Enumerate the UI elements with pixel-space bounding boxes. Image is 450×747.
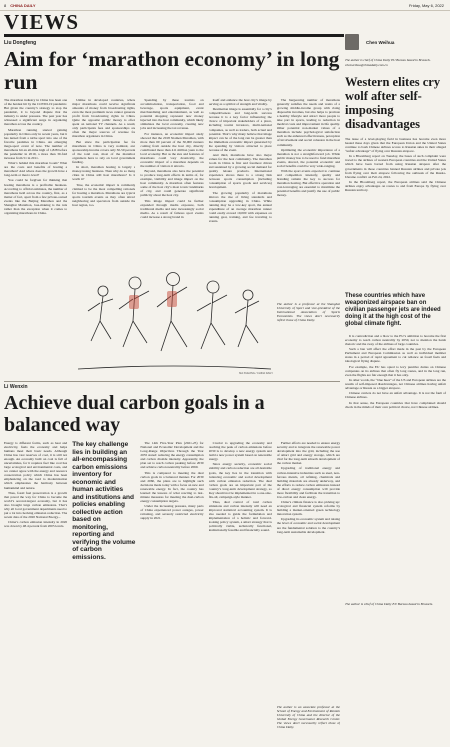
- paragraph: It is contradiction and a blow to the EU’s ambition to become the first economy to reach carbon neutrality by 2050, not to mention the harsh rhetoric and the sway of the airlines of large countries.: [345, 334, 446, 347]
- body-column-1: [4, 98, 67, 398]
- paragraph: itself and enhance the host city’s image by serving as a symbol of strength and vitality.: [208, 98, 272, 107]
- paragraph: Unlike in developed countries, where major marathons could receive significant amounts of money from broadcasting rights, even the most premium races cannot generate profit from broadcasting rights in China. Quite the opposite: public money is often spent on national TV channels. As a result, only participants fees and sponsorships are often the major sources of revenue for marathon organizers in China.: [72, 98, 136, 139]
- article-headline: Achieve dual carbon goals in a balanced way: [4, 392, 265, 436]
- paragraph: The growing popularity of marathons mirrors the rise of living standards and consumption upgrading in China. While running may be a low-key sport, the annual expenditure of an average marathon runner could easily exceed 10,000 with expenses on running gear, training, and fee traveling to events.: [208, 190, 272, 223]
- body-column: [277, 441, 340, 747]
- paragraph: In other words, the “blue hues” of the US and European airlines are the results of self-imposed disadvantages, not Chinese airlines having unfair advantage or Russia as a bigger airspace.: [345, 378, 446, 391]
- columnist-name: Chen Weihua: [366, 40, 395, 45]
- paragraph: Beyond, marathons also have the potential to produce long-term effects in terms of, for example, visibility and image impact on the host community. A marathon often features some of the host city’s most iconic landmarks of city, and could generate significant publicity about the host city.: [140, 169, 204, 198]
- body-column-4: [209, 441, 272, 747]
- paragraph: You could be forgiven for thinking that hosting marathons is a profitable business. According to official estimates, the number of marathons held across the country, first, as a matter of fact, apart from a few private-owned events like the Beijing Marathon and the Shanghai Marathon, loss-making is the rule rather than the exception when it comes to organizing marathons in China.: [4, 178, 68, 215]
- paragraph: For instance, an economic impact study showed that the 2018 Xiamen Marathon, with more than 60 percent of the 30,000 runners coming from outside the host city, directly contributed more than 411 million yuan to the local economy. But as the size and features of marathons could vary drastically, the economic impact of a marathon depends on the number of visitors it attracts.: [140, 131, 204, 168]
- runners-drawing-icon: [73, 251, 275, 375]
- sidebar-headline: Western elites cry wolf after self-imposing disadvantages: [345, 75, 441, 131]
- body-column-3: [140, 441, 203, 747]
- paragraph: Crucial to upgrading the economy and reaching the peak of carbon emissions before 2030 is to develop a new energy system and build a new power system based on renewable energy.: [208, 441, 272, 462]
- paragraph: Destination image is essentially for a city’s competitiveness and long-term success because it is a key factor influencing the choice of important stakeholders of a place, including tourist investors, multi-national companies, as well as traders, both actual and potential. That’s why many believe that image impact can be of the long run be greater than the immediate economic impact generated by the spending by visitors attracted to place because of the event.: [208, 107, 272, 152]
- article-marathon: [4, 40, 340, 398]
- marathon-illustration: [73, 251, 275, 375]
- paragraph: But since the participation fee for marathons in China is very nominal, and sponsorship income covers only 30-50 percent of the total cost, most of the marathon organizers have to rely on local government funding.: [72, 139, 136, 164]
- sidebar-author-note: The author is chief of China Daily EU Bureau based in Brussels.: [345, 602, 434, 606]
- paragraph: Chinese carriers do not have an unfair advantage. It is not the fault of Chinese airlines.: [345, 391, 446, 400]
- paragraph: In the Bloomberg report, the European airlines said the Chinese airlines enjoy advantages on routes to and from Europe by flying over Russian territory.: [345, 179, 446, 192]
- paragraph: The 14th Five-Year Plan (2021-25) for National and Economic Development and the Long-Range Objectives Through the Year 2035 stated: reducing the energy consumption and carbon dioxide intensity. Apparently, the plan set to reach carbon peaking before 2030 and achieve carbon neutrality before 2060.: [140, 441, 204, 470]
- paragraph: This is compared to meeting the dual carbon goals in a balanced manner. For 2030 and 2060, the plans are to highlight such decisions made today with a focus on new and renewable energy. In fact, the country has learned the lessons of what reacting to last-minute measures for meeting the dual-carbon energy consumption targets.: [140, 470, 204, 503]
- issue-date: Friday, May 6, 2022: [408, 2, 444, 8]
- masthead-left: [0, 3, 36, 8]
- article-headline: Aim for ‘marathon economy’ in long run: [4, 47, 340, 94]
- article-carbon: [4, 384, 340, 747]
- article-divider: [4, 381, 340, 382]
- columnist-bio: The author is chief of China Daily EU Bureau based in Brussels.: [345, 58, 431, 62]
- body-column-5: [277, 441, 340, 701]
- body-column: [4, 98, 67, 398]
- columnist-header: [345, 34, 446, 52]
- opinion-sidebar: [345, 34, 446, 747]
- article-body: [4, 441, 340, 747]
- paragraph: Thus, dual control of total carbon emissions and carbon intensity will need an improved statistical accounting system. It is also needed to guide the formulation and implementation of a holistic and forward-looking policy system, a smart strategy that is politically viable, technically functional, institutionally feasible and financially sound.: [208, 500, 272, 533]
- paragraph: Since energy security, economic social stability and carbon reduction are all desirable goals, the key lies in the transition with balancing economic and social development with carbon emission reduction. The dual carbon goals are an important part of the country’s long-term development strategy, so they should not be implemented in a one-size-fits-all, campaign-style manner.: [208, 462, 272, 499]
- paragraph: Such a ban will affect the effort made in the past by the European Parliament and European Commission as well as individual member states in a period of rapid agreement to cut reliance on fossil fuels and ideological flying dispute.: [345, 347, 446, 364]
- paragraph: The burgeoning number of marathons generally satisfies the needs and wants of a growing middle-income group with rising disposable incomes, but also helps to promote a healthy lifestyle and attract more people to take part in sports, leading to reduction in medical costs and improvement in life quality. Other potential non-market values of a marathon include psychological satisfaction such as the enhanced effectiveness, perception of involvement and social cohesion in the host community.: [276, 98, 341, 147]
- article-author: Li Wenxin: [4, 384, 28, 390]
- paragraph: The issue of a level-playing field in business has become even more heated these days given that the European Union and the United States continue to bash Chinese airlines access to Russian skies in their alleged “unfair advantage” of flying over Russian airspace.: [345, 137, 446, 154]
- paragraph: Marathon running started gaining popularity in China only in recent years, but it has turned from a niche sport into one of the favorite pastimes in China. An emerging mega-sport event of note. The number of marathons hit an all-time high of 1,828 before the pandemic in 2019, a more than 30-fold increase from 51 in 2011.: [4, 127, 68, 160]
- paragraph: In short, marathon hosting is largely a money-losing business. Then why do so many cities in China still host marathons? Is it worth it?: [72, 165, 136, 182]
- paragraph: What’s behind this marathon boom? What are the costs and benefits of hosting a marathon? And where does the growth have a long-term or macro level?: [4, 161, 68, 178]
- paragraph: And third, marathons have also major values for the host community. The marathon boom in China is first and foremost driven and sustained by a growing social demand for quality leisure products. International experience shows there is a strong link between sports consumption (including consumption of sports goods and services) development.: [208, 152, 272, 190]
- paragraph: Energy is different forms, such as heat and electricity, fuels the economy and helps humans meet their basic needs. Although China has vast reserves of coal, it is still not enough. An economy built on coal is full of uncertainties, for it requires fuel like coal has large ecological and environmental costs, and we cannot agree with the energy and resource conservation policy which China has been emphasizing on the road to modernization which emphasizes the harmony between humankind and nature.: [4, 441, 68, 490]
- illustration-credit: MA XUEJING / CHINA DAILY: [239, 372, 273, 375]
- body-column: [277, 98, 340, 398]
- columnist-email[interactable]: chenweihua@chinadaily.com.cn: [345, 63, 388, 67]
- paragraph: Under the increasing pressure, many parts of China experienced power outages, power rationing, and severely restricted electricity supply in 2021.: [140, 504, 204, 521]
- section-title: VIEWS: [4, 10, 80, 34]
- page-number: 8: [4, 2, 7, 8]
- paragraph: For example, the EU has opted to levy punitive duties on Chinese companies on its airlines that often fly long routes, and in the long run, even the flights are fair enough that it has only.: [345, 364, 446, 377]
- paragraph: In that sense, the European countries that have complained should check in the minds of their own political choice, not Chinese airlines.: [345, 400, 446, 409]
- pull-quote: The key challenge lies in building an all-encompassing carbon emissions inventory for economic and human activities and institutions and policies enabling collective action based on monitoring, reporting and verifying the volume of carbon emissions.: [72, 441, 136, 561]
- paragraph: China’s climate finance is also picking up: ecological and financial system reforms by building a market-oriented green technology innovation system.: [276, 500, 341, 517]
- paragraph: The marathon industry in China has been one of the hardest hit by the COVID-19 pandemic. But given the country’s strategy to stop the pandemic, it is beyond dispute that the industry is under pressure. The past year has witnessed a significant surge in organizing marathon across the country.: [4, 98, 68, 127]
- paragraph: China’s carbon emission intensity in 2020 was down by 48.4 percent from 2005 levels.: [4, 520, 68, 529]
- body-column-5: [277, 98, 340, 298]
- pull-quote-column: [72, 441, 135, 747]
- paragraph: Spending by these tourists on accommodation, transportation, food and beverage, sports equipment, event merchandising and entertainment, as well as potential shopping represent new money injected into the host community, which likely stimulates the local economy, creating new jobs and increasing the tax revenue.: [140, 98, 204, 131]
- paragraph: Further efforts are needed to ensure energy security and to integrate the renewable power development into the grid, including the use of smart grid and energy storage, which are vital for the long-term smooth development of the carbon market.: [276, 441, 341, 466]
- paragraph: Optimizing the economic importance of a marathon is not a straightforward job. While public money has to be used to fund marathon events, shrewd, the potential economic and social benefits could be very wide-ranging.: [276, 147, 341, 168]
- author-note: The author is an associate professor at the School of Energy and Environment of Renmin University of China and the director of the Global Energy Governance Research Center. The views don’t necessarily reflect those of China Daily.: [276, 705, 341, 730]
- paragraph: Thus, fossil fuel preservation is a growth that paved the way for China to become the world’s second-largest economy, but it has also brought large carbon emissions. That’s why all local government departments need to put a lot into hecking emission reduction. The recent data of the 2020 National Energy...: [4, 490, 68, 520]
- paragraph: This image impact could be further expanded through media exposure, both traditional media and new increasingly social media. As a result of famous sport events could increase a strong brand in: [140, 198, 204, 219]
- paragraph: True, the economic impact is commonly claimed to be the most compelling rationale for hosting a marathon. Marathons are typical sports tourism events as they often attract neighboring and spectators from outside the host region, too.: [72, 182, 136, 207]
- article-author: Liu Dongfeng: [4, 40, 37, 46]
- section-rule: [4, 34, 344, 37]
- newspaper-logo: CHINA DAILY: [10, 2, 36, 8]
- sidebar-pull-quote: These countries which have weaponized airspace ban on civilian passenger jets are indeed doing it at the high cost of the global climate fight.: [345, 293, 441, 327]
- sidebar-body-1: [345, 137, 446, 287]
- sidebar-body-2: [345, 334, 446, 599]
- paragraph: With the sport events expected to continue and competition intensify, quality and branding remain the key to success for marathon hosting. But effective operation and cost-leveraging are essential to maximize the potential benefits and justify the use of public money.: [276, 169, 341, 198]
- body-column-1: [4, 441, 67, 747]
- paragraph: Upgrading of traditional energy and carbon-intensive industries such as steel, non-ferrous metals, oil refining, chemicals and building materials are already underway, and the efforts to reduce carbon emissions instead of direct energy consumption will provide more flexibility and facilitate the transition to low-carbon and clean energy.: [276, 466, 341, 499]
- columnist-photo: [345, 34, 359, 50]
- author-note: The author is a professor at the Shanghai University of Sport and vice-president of the International Association of Sports Economists. The views don’t necessarily reflect those of China Daily.: [276, 302, 341, 323]
- paragraph: In a Bloomberg report on Tuesday, the bases of such complaint were traced to the airlines of western European countries and the United States which have been barred from using Russian airspace after the governments in those countries banned Russian airlines and private jets from flying over their airspace following the outbreak of the Russia-Ukraine conflict on Feb 24, 2022.: [345, 154, 446, 179]
- paragraph: Upgrading its economic system and raising the level of economic and social development are the fundamental solution to the country’s long-term sustainable development.: [276, 517, 341, 534]
